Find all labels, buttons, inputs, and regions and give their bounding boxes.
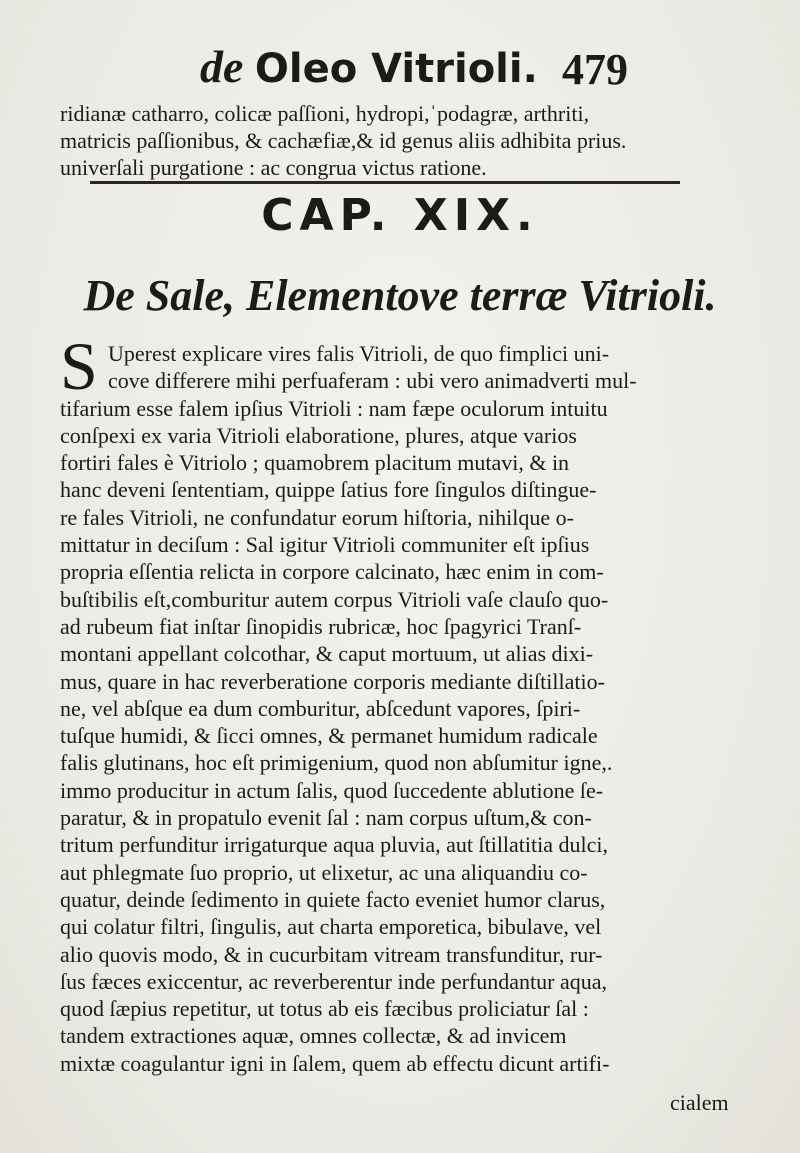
- text-line: propria eſſentia relicta in corpore calcinato, hæc enim in com-: [60, 559, 604, 585]
- running-head: [200, 40, 670, 96]
- running-title: [200, 40, 538, 93]
- text-line: quod ſæpius repetitur, ut totus ab eis fæcibus proliciatur ſal :: [60, 996, 589, 1022]
- text-line: immo producitur in actum ſalis, quod ſuccedente ablutione ſe-: [60, 777, 604, 803]
- text-line: buſtibilis eſt,comburitur autem corpus Vitrioli vaſe clauſo quo-: [60, 586, 609, 612]
- text-line: univerſali purgatione : ac congrua victus ratione.: [60, 155, 487, 180]
- text-line: tifarium esse falem ipſius Vitrioli : nam fæpe oculorum intuitu: [60, 395, 608, 421]
- text-line: mus, quare in hac reverberatione corporis mediante diſtillatio-: [60, 668, 605, 694]
- chapter-body: [60, 328, 765, 1077]
- text-line: falis glutinans, hoc eſt primigenium, quod non abſumitur igne,.: [60, 750, 613, 776]
- drop-cap: S: [60, 328, 98, 404]
- text-line: alio quovis modo, & in cucurbitam vitream transfunditur, rur-: [60, 941, 603, 967]
- preceding-text: [60, 100, 760, 181]
- text-line: ne, vel abſque ea dum comburitur, abſcedunt vapores, ſpiri-: [60, 695, 581, 721]
- text-line: paratur, & in propatulo evenit ſal : nam corpus uſtum,& con-: [60, 805, 592, 831]
- horizontal-rule: [90, 181, 680, 184]
- text-line: montani appellant colcothar, & caput mortuum, ut alias dixi-: [60, 641, 594, 667]
- text-line: qui colatur filtri, ſingulis, aut charta emporetica, bibulave, vel: [60, 914, 602, 940]
- chapter-title: De Sale, Elementove terræ Vitrioli.: [83, 271, 717, 320]
- running-title-text: Oleo Vitrioli.: [254, 46, 538, 92]
- text-line: ſus fæces exiccentur, ac reverberentur inde perfundantur aqua,: [60, 968, 608, 994]
- text-line: tandem extractiones aquæ, omnes collectæ, & ad invicem: [60, 1023, 567, 1049]
- chapter-heading: CAP. XIX.: [261, 190, 539, 241]
- text-line: ad rubeum fiat inſtar ſinopidis rubricæ, hoc ſpagyrici Tranſ-: [60, 613, 582, 639]
- text-line: mittatur in deciſum : Sal igitur Vitrioli communiter eſt ipſius: [60, 532, 590, 558]
- running-title-italic: de: [200, 41, 244, 92]
- text-line: tuſque humidi, & ſicci omnes, & permanet humidum radicale: [60, 723, 598, 749]
- text-line: matricis paſſionibus, & cachæfiæ,& id genus aliis adhibita prius.: [60, 128, 627, 153]
- text-line: hanc deveni ſententiam, quippe ſatius fore ſingulos diſtingue-: [60, 477, 597, 503]
- text-line: tritum perfunditur irrigaturque aqua pluvia, aut ſtillatitia dulci,: [60, 832, 609, 858]
- text-line: fortiri fales è Vitriolo ; quamobrem placitum mutavi, & in: [60, 450, 570, 476]
- text-line: quatur, deinde ſedimento in quiete facto eveniet humor clarus,: [60, 886, 606, 912]
- text-line: mixtæ coagulantur igni in ſalem, quem ab effectu dicunt artifi-: [60, 1050, 610, 1076]
- text-line: aut phlegmate ſuo proprio, ut elixetur, ac una aliquandiu co-: [60, 859, 588, 885]
- text-line: re fales Vitrioli, ne confundatur eorum hiſtoria, nihilque o-: [60, 504, 574, 530]
- text-line: cove differere mihi perfuaferam : ubi vero animadverti mul-: [108, 368, 637, 394]
- text-line: ridianæ catharro, colicæ paſſioni, hydropi,ˈpodagræ, arthriti,: [60, 101, 590, 126]
- text-line: Uperest explicare vires falis Vitrioli, de quo fimplici uni-: [108, 341, 610, 366]
- page-number: 479: [562, 45, 628, 94]
- catchword: cialem: [670, 1090, 729, 1115]
- text-line: conſpexi ex varia Vitrioli elaboratione, plures, atque varios: [60, 422, 577, 448]
